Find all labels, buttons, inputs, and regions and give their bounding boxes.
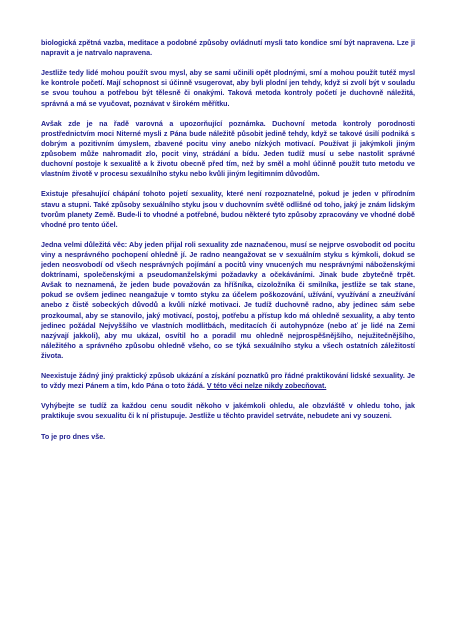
- paragraph-text: Neexistuje žádný jiný praktický způsob ukázání a získání poznatků pro řádné praktikování lidské sexuality. Je to vždy mezi Pánem a tím, kdo Pána o toto žádá.: [41, 372, 415, 391]
- paragraph-2: [41, 68, 415, 108]
- paragraph-text: Existuje přesahující chápání tohoto pojetí sexuality, které není rozpoznatelné, pokud je jeden v přírodním stavu a stupni. Také způsoby sexuálního styku jsou v duchovním světě odlišné od toho, jaký je znám lidským tvorům planety Země. Bude-li to vhodné a potřebné, budou některé tyto způsoby zpracovány ve vhodné době vhodné pro tento účel.: [41, 190, 415, 229]
- paragraph-text: Jestliže tedy lidé mohou použít svou mysl, aby se sami učinili opět plodnými, smí a mohou použít tutéž mysl ke kontrole početí. Mají schopnost si účinně vsugerovat, aby byli plodní jen tehdy, když si zvolí být v souladu se svou touhou a potřebou být tělesně či onakými. Taková metoda kontroly početí je duchovně náležitá, správná a má se vyučovat, poznávat v širokém měřítku.: [41, 69, 415, 108]
- paragraph-7: [41, 401, 415, 421]
- paragraph-text: Avšak zde je na řadě varovná a upozorňující poznámka. Duchovní metoda kontroly porodnosti prostřednictvím moci Niterné mysli z Pána bude náležitě působit jedině tehdy, když se takové úsilí podniká s dobrým a pozitivním úmyslem, zbavené pocitu viny anebo nízkých motivací. Používat ji jakýmkoli jiným způsobem může nahromadit zlo, pocit viny, strádání a bídu. Jeden tudíž musí u sebe nastolit správné duchovní postoje k sexualitě a k životu obecně před tím, než by směl a mohl účinně použít tuto metodu ve vlastním životě v procesu sexuálního styku nebo kvůli jiným legitimním důvodům.: [41, 119, 415, 179]
- underlined-sentence: V této věci nelze nikdy zobecňovat.: [206, 382, 327, 391]
- paragraph-5: [41, 240, 415, 361]
- paragraph-1: [41, 38, 415, 58]
- paragraph-8: [41, 432, 415, 442]
- paragraph-text: biologická zpětná vazba, meditace a podobné způsoby ovládnutí mysli tato kondice smí být napravena. Lze ji napravit a je natrvalo napravena.: [41, 39, 415, 58]
- paragraph-6: [41, 371, 415, 391]
- paragraph-text: Vyhýbejte se tudíž za každou cenu soudit někoho v jakémkoli ohledu, ale obzvláště v ohledu toho, jak praktikuje svou sexualitu či k ní přistupuje. Jestliže u těchto pravidel setrváte, nebudete ani vy souzeni.: [41, 402, 415, 421]
- paragraph-3: [41, 119, 415, 180]
- paragraph-text: Jedna velmi důležitá věc: Aby jeden přijal roli sexuality zde naznačenou, musí se nejprve osvobodit od pocitu viny a nesprávného pochopení ohledně jí. Je radno neangažovat se v sexuálním styku s kýmkoli, dokud se jeden neosvobodí od všech nesprávných pojímání a pocitů viny vnucených mu nesprávnými náboženskými doktrínami, společenskými a pseudomanželskými požadavky a očekáváními. Jinak bude zbytečně trpět. Avšak to neznamená, že jeden bude považován za hříšníka, cizoložníka či smilníka, jestliže se tak stane, pokud se ovšem jedinec neangažuje v tomto styku za účelem poškozování, užívání, využívání a zneužívání anebo z čistě sobeckých důvodů a kvůli nízké motivaci. Je tudíž duchovně radno, aby jedinec sám sebe prozkoumal, aby se stanovilo, jaký motivací, postoj, potřebu a přístup kdo má ohledně sexuality, a aby tento jedinec požádal Nejvyššího ve vlastních modlitbách, meditacích či autohypnóze (nebo ať je lidé na Zemi nazývají jakkoli), aby mu ukázal, osvítil ho a poradil mu ohledně nejprospěšnějšího, nejužitečnějšího, náležitého a správného způsobu ohledně všeho, co se týká sexuálního styku a všech ostatních záležitostí života.: [41, 240, 415, 360]
- paragraph-text: To je pro dnes vše.: [41, 432, 106, 441]
- document-page: [41, 38, 415, 452]
- paragraph-4: [41, 189, 415, 229]
